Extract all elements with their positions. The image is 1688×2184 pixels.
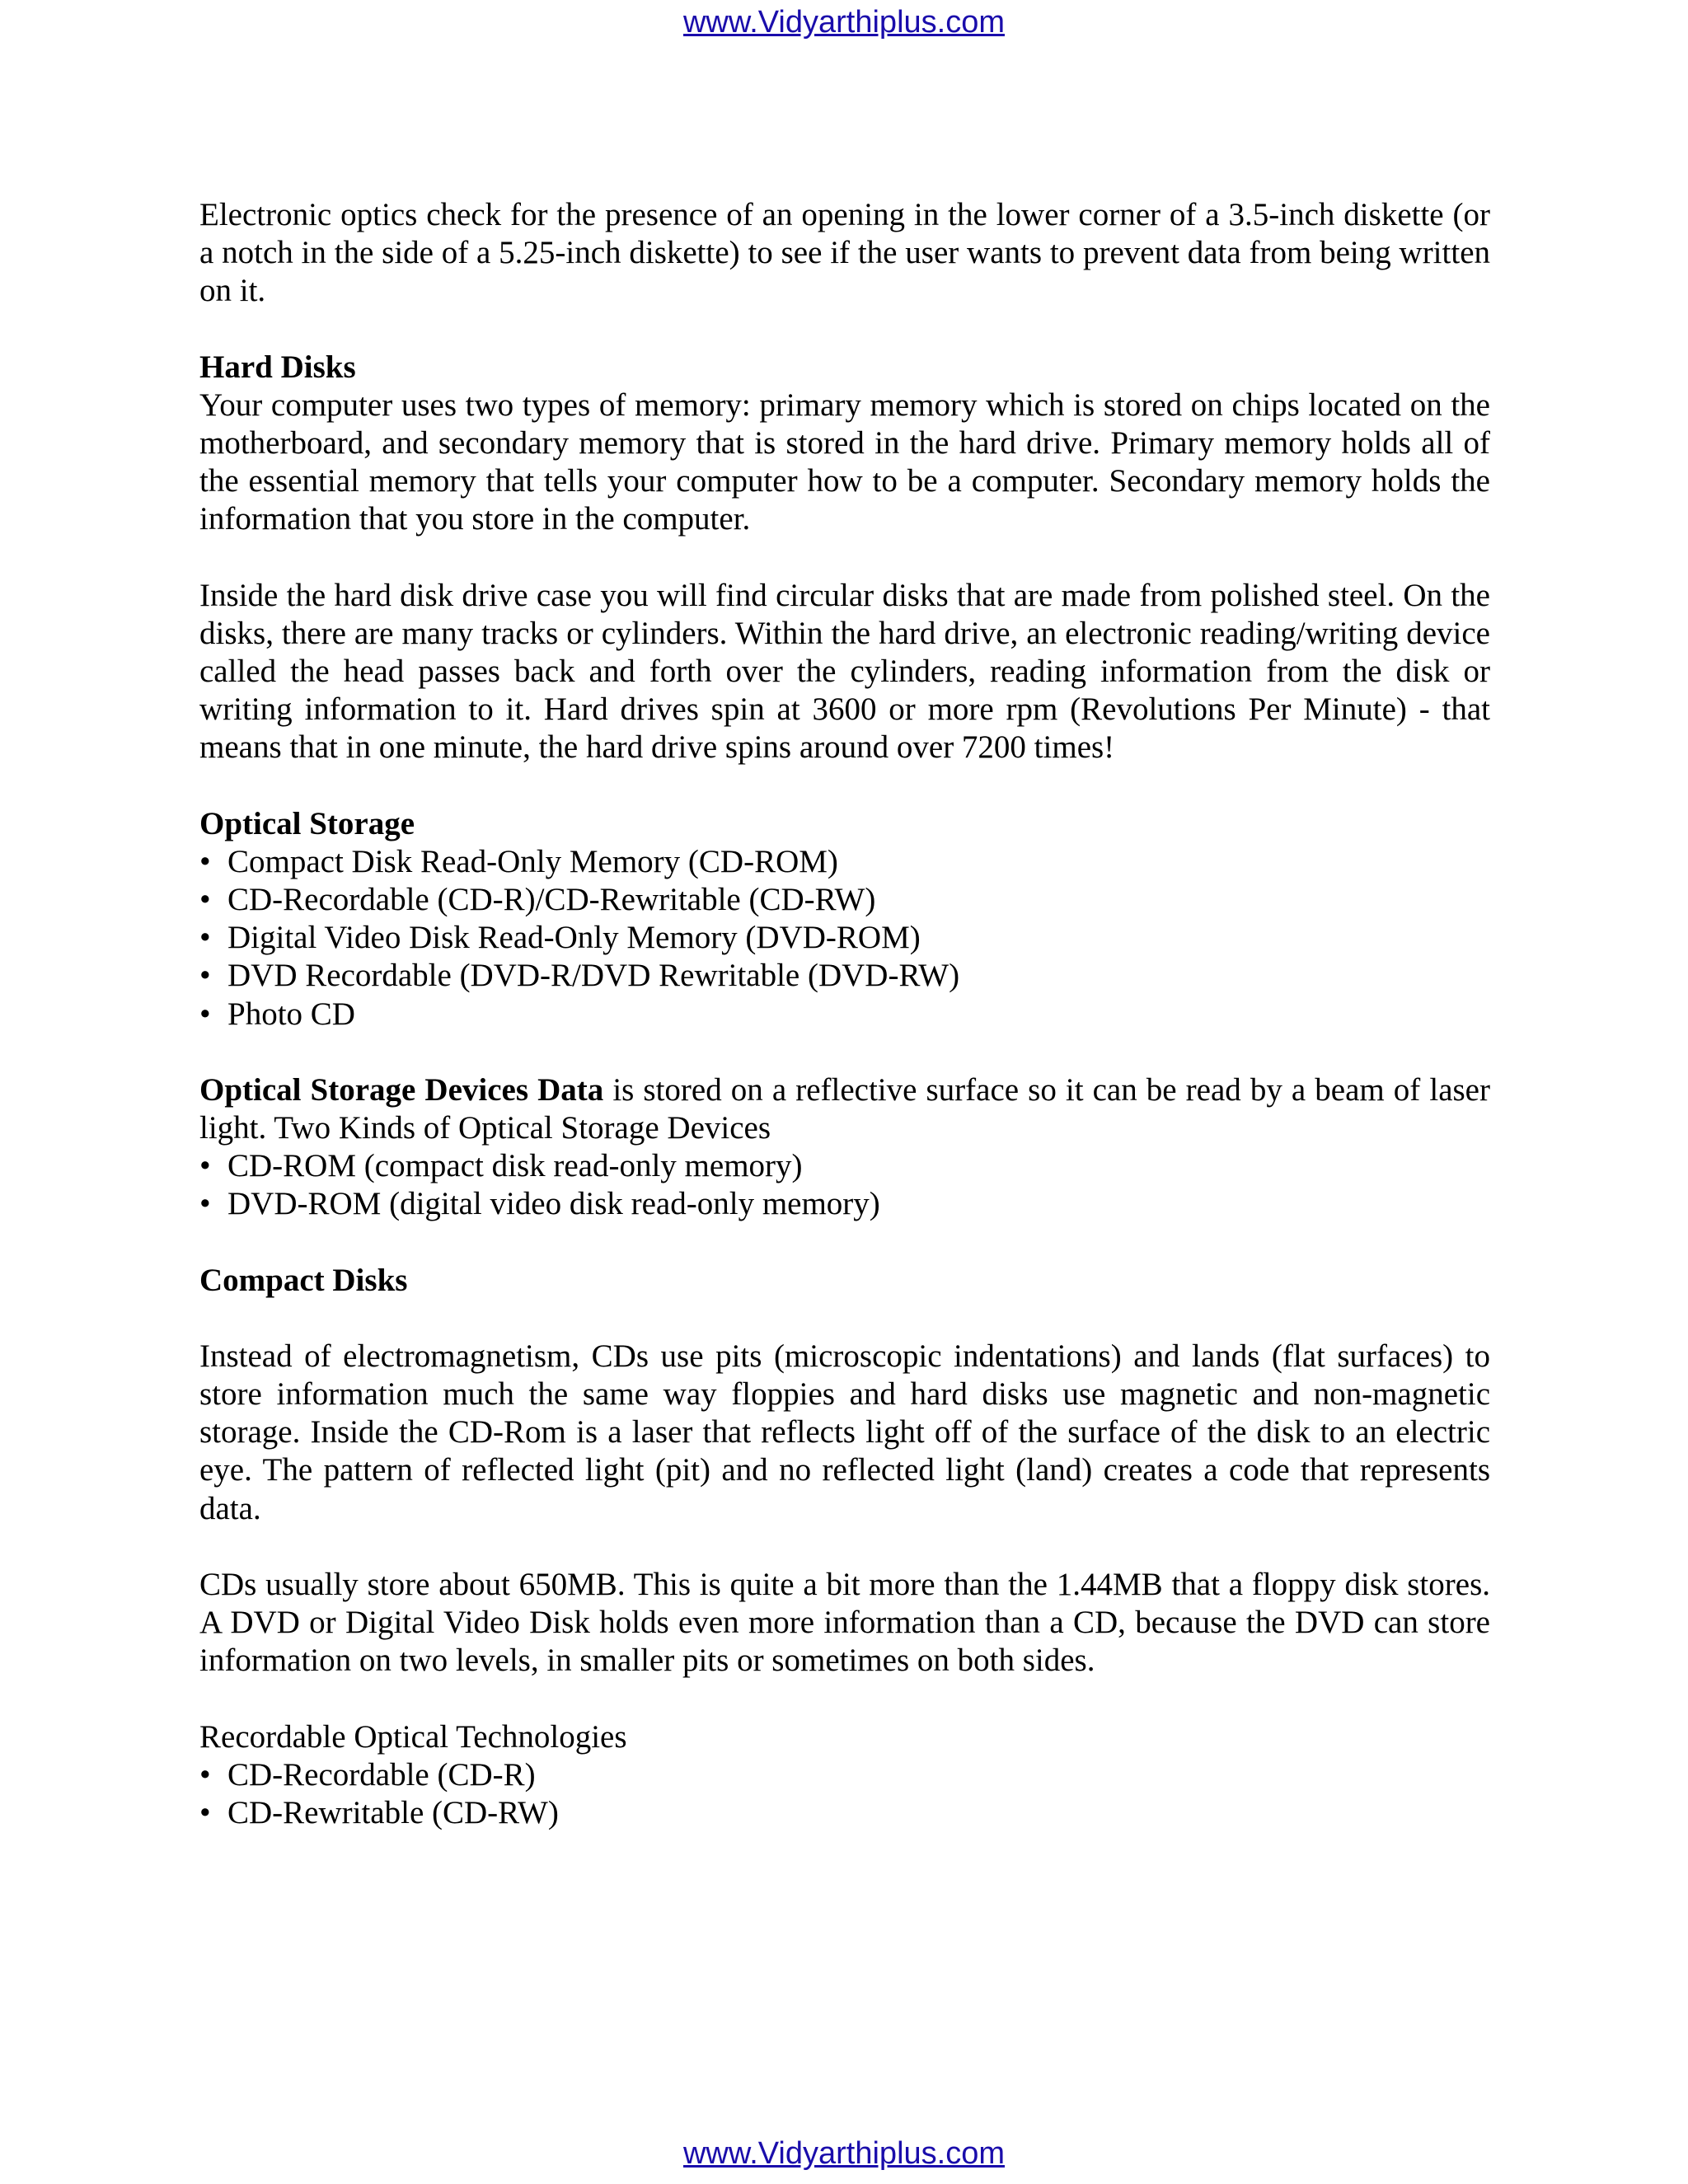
- spacer: [199, 311, 1490, 349]
- list-item: • Photo CD: [199, 996, 1490, 1033]
- spacer: [199, 767, 1490, 805]
- intro-paragraph: Electronic optics check for the presence of an opening in the lower corner of a 3.5-inch diskette (or a notch in the side of a 5.25-inch diskette) to see if the user wants to prevent data from being written on it.: [199, 197, 1490, 309]
- header-site-link[interactable]: www.Vidyarthiplus.com: [682, 5, 1005, 40]
- spacer: [199, 1033, 1490, 1071]
- optical-storage-list: [199, 843, 1490, 1033]
- compact-disks-heading: Compact Disks: [199, 1262, 408, 1298]
- hard-disks-paragraph-2: Inside the hard disk drive case you will find circular disks that are made from polished steel. On the disks, there are many tracks or cylinders. Within the hard drive, an electronic reading/writing device called the head passes back and forth over the cylinders, reading information from the disk or writing information to it. Hard drives spin at 3600 or more rpm (Revolutions Per Minute) - that means that in one minute, the hard drive spins around over 7200 times!: [199, 577, 1490, 766]
- optical-devices-paragraph: [199, 1071, 1490, 1147]
- optical-storage-heading: Optical Storage: [199, 805, 415, 841]
- spacer: [199, 539, 1490, 577]
- spacer: [199, 1300, 1490, 1338]
- footer-site-link[interactable]: www.Vidyarthiplus.com: [682, 2136, 1005, 2171]
- compact-disks-paragraph-1: Instead of electromagnetism, CDs use pits (microscopic indentations) and lands (flat surfaces) to store information much the same way floppies and hard disks use magnetic and non-magnetic storage. Inside the CD-Rom is a laser that reflects light off of the surface of the disk to an electric eye. The pattern of reflected light (pit) and no reflected light (land) creates a code that represents data.: [199, 1338, 1490, 1526]
- list-item: • CD-Rewritable (CD-RW): [199, 1794, 1490, 1832]
- list-item: • CD-Recordable (CD-R)/CD-Rewritable (CD-RW): [199, 881, 1490, 919]
- recordable-heading: Recordable Optical Technologies: [199, 1718, 627, 1755]
- hard-disks-paragraph-1: Your computer uses two types of memory: primary memory which is stored on chips located on the motherboard, and secondary memory that is stored in the hard drive. Primary memory holds all of the essential memory that tells your computer how to be a computer. Secondary memory holds the information that you store in the computer.: [199, 387, 1490, 537]
- optical-devices-text: is stored on a reflective surface so it can be read by a beam of laser light. Two Kinds of Optical Storage Devices: [199, 1071, 1490, 1146]
- document-body: [199, 196, 1490, 1832]
- list-item: • DVD Recordable (DVD-R/DVD Rewritable (DVD-RW): [199, 957, 1490, 995]
- hard-disks-heading: Hard Disks: [199, 349, 356, 385]
- optical-devices-list: [199, 1147, 1490, 1223]
- compact-disks-paragraph-2: CDs usually store about 650MB. This is quite a bit more than the 1.44MB that a floppy disk stores. A DVD or Digital Video Disk holds even more information than a CD, because the DVD can store information on two levels, in smaller pits or sometimes on both sides.: [199, 1566, 1490, 1679]
- list-item: • DVD-ROM (digital video disk read-only memory): [199, 1185, 1490, 1223]
- spacer: [199, 1528, 1490, 1566]
- spacer: [199, 1224, 1490, 1262]
- recordable-list: [199, 1756, 1490, 1832]
- list-item: • CD-Recordable (CD-R): [199, 1756, 1490, 1794]
- list-item: • Digital Video Disk Read-Only Memory (DVD-ROM): [199, 919, 1490, 957]
- spacer: [199, 1680, 1490, 1718]
- list-item: • Compact Disk Read-Only Memory (CD-ROM): [199, 843, 1490, 881]
- optical-devices-bold-lead: Optical Storage Devices Data: [199, 1071, 604, 1108]
- list-item: • CD-ROM (compact disk read-only memory): [199, 1147, 1490, 1185]
